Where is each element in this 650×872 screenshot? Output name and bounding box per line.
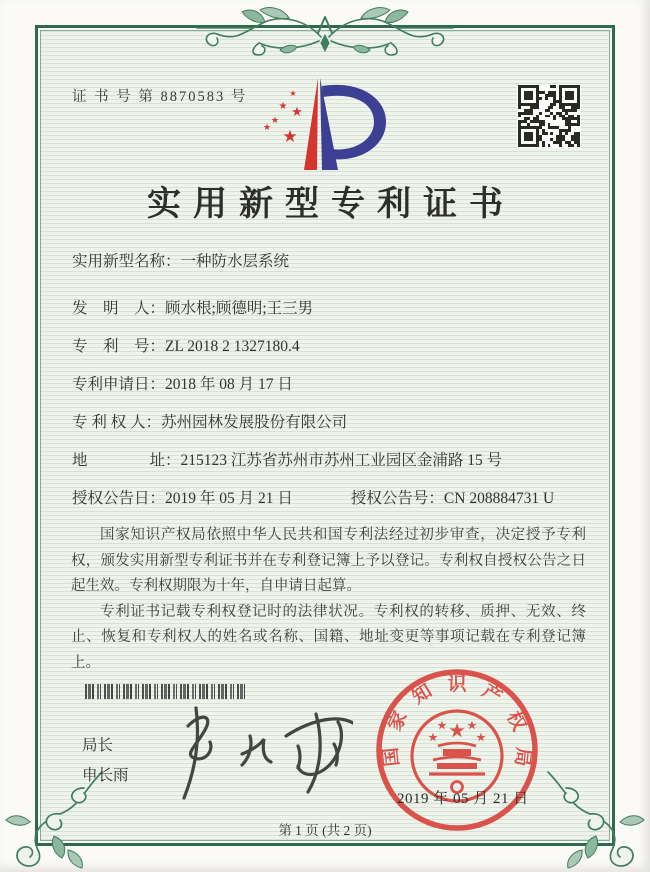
emblem-star-icon: ★ (438, 721, 446, 730)
field-label: 实用新型名称： (72, 253, 181, 270)
emblem-star-icon: ★ (449, 721, 465, 740)
field-row-grant (72, 487, 590, 510)
page-number: 第 1 页 (共 2 页) (278, 823, 372, 838)
seal-char: 家 (384, 708, 412, 735)
field-row-patent-number (72, 335, 590, 358)
field-value: 一种防水层系统 (180, 253, 290, 270)
field-label: 专利申请日： (72, 376, 166, 393)
seal-char: 知 (408, 680, 436, 709)
seal-char: 局 (510, 746, 534, 768)
legal-paragraph: 国家知识产权局依照中华人民共和国专利法经过初步审查，决定授予专利权，颁发实用新型专利证书并在专利登记簿上予以登记。专利权自授权公告之日起生效。专利权期限为十年，自申请日起算。 (71, 527, 586, 594)
field-value: 2018 年 08 月 17 日 (165, 376, 293, 393)
certificate-number: 证 书 号 第 8870583 号 (72, 89, 248, 105)
cnipa-logo (256, 72, 396, 177)
signer-name: 申长雨 (82, 767, 129, 784)
emblem-star-icon: ★ (468, 721, 476, 730)
logo-star-icon: ★ (270, 116, 280, 126)
seal-char: 识 (447, 674, 467, 695)
field-label: 地 址： (72, 452, 181, 469)
seal-char: 产 (478, 680, 506, 709)
logo-star-icon: ★ (291, 105, 303, 120)
grant-date (72, 487, 293, 510)
handwritten-signature (138, 696, 353, 804)
field-value: 苏州园林发展股份有限公司 (161, 414, 348, 431)
field-value: 215123 江苏省苏州市苏州工业园区金浦路 15 号 (180, 452, 503, 469)
field-label: 专 利 号： (72, 338, 166, 355)
field-row-address (72, 449, 590, 472)
field-label: 发 明 人： (72, 300, 166, 317)
field-value: CN 208884731 U (443, 490, 555, 507)
signer-title: 局长 (82, 737, 114, 754)
emblem-star-icon: ★ (429, 733, 437, 742)
seal-date: 2019 年 05 月 21 日 (397, 791, 529, 807)
qr-code (517, 84, 581, 148)
field-value: 2019 年 05 月 21 日 (165, 490, 293, 507)
seal-char: 国 (380, 746, 404, 768)
field-row-inventors (72, 297, 590, 320)
field-value: 顾水根;顾德明;王三男 (165, 300, 314, 317)
legal-text (71, 523, 586, 676)
field-label: 专 利 权 人： (72, 414, 162, 431)
field-row-filing-date (72, 373, 590, 396)
field-label: 授权公告日： (72, 490, 166, 507)
logo-star-icon: ★ (278, 101, 288, 112)
field-row-name (72, 250, 590, 273)
official-seal (368, 662, 546, 840)
legal-paragraph: 专利证书记载专利权登记时的法律状况。专利权的转移、质押、无效、终止、恢复和专利权人的姓名或名称、国籍、地址变更等事项记载在专利登记簿上。 (71, 603, 586, 671)
logo-star-icon: ★ (289, 89, 297, 98)
field-value: ZL 2018 2 1327180.4 (165, 338, 300, 355)
certificate-title: 实用新型专利证书 (147, 186, 515, 223)
emblem-star-icon: ★ (477, 733, 485, 742)
logo-star-icon: ★ (282, 127, 298, 147)
seal-char: 权 (502, 708, 530, 735)
field-row-patentee (72, 411, 590, 434)
grant-number (351, 487, 554, 510)
logo-star-icon: ★ (262, 123, 272, 133)
field-label: 授权公告号： (350, 490, 444, 507)
field-list (72, 250, 590, 525)
signer-block (82, 731, 129, 791)
